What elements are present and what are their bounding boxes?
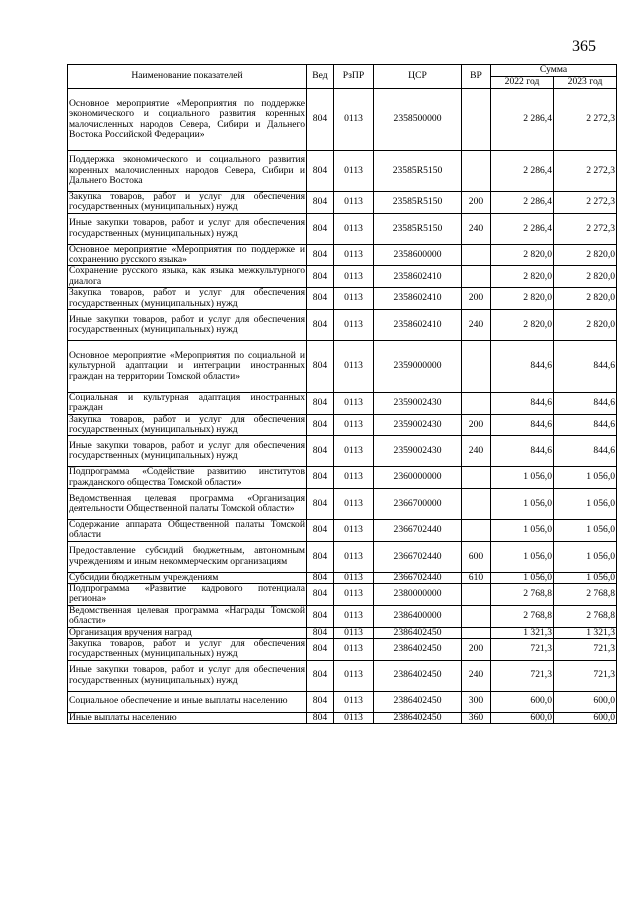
row-vr: 600 <box>462 541 491 572</box>
row-ved: 804 <box>307 213 334 244</box>
row-csr: 23585R5150 <box>374 192 462 214</box>
row-sum-2022: 2 820,0 <box>491 288 554 310</box>
row-ved: 804 <box>307 660 334 691</box>
row-rzpr: 0113 <box>334 213 374 244</box>
table-row <box>68 436 617 467</box>
row-rzpr: 0113 <box>334 520 374 542</box>
row-sum-2023: 844,6 <box>554 414 617 436</box>
row-name: Ведомственная целевая программа «Организация деятельности Общественной палаты Томской области» <box>68 489 307 520</box>
row-name: Сохранение русского языка, как языка межкультурного диалога <box>69 265 305 287</box>
row-sum-2022: 844,6 <box>491 436 554 467</box>
row-vr: 300 <box>462 691 491 712</box>
row-csr: 2386402450 <box>374 660 462 691</box>
table-row <box>68 520 617 542</box>
row-vr <box>462 520 491 542</box>
row-rzpr: 0113 <box>334 288 374 310</box>
row-vr: 200 <box>462 192 491 214</box>
table-row <box>68 489 617 520</box>
row-ved: 804 <box>307 151 334 192</box>
row-csr: 2386400000 <box>374 605 462 627</box>
row-ved: 804 <box>307 712 334 723</box>
row-csr: 2358602410 <box>374 266 462 288</box>
row-rzpr: 0113 <box>334 712 374 723</box>
row-sum-2023: 2 272,3 <box>554 89 617 151</box>
table-row <box>68 151 617 192</box>
row-sum-2022: 1 056,0 <box>491 572 554 583</box>
row-ved: 804 <box>307 489 334 520</box>
row-sum-2023: 2 820,0 <box>554 288 617 310</box>
row-sum-2022: 2 820,0 <box>491 309 554 340</box>
row-vr: 610 <box>462 572 491 583</box>
row-sum-2023: 1 056,0 <box>554 489 617 520</box>
table-row <box>68 392 617 414</box>
row-ved: 804 <box>307 627 334 638</box>
row-sum-2023: 844,6 <box>554 340 617 392</box>
table-row <box>68 638 617 660</box>
row-vr <box>462 244 491 266</box>
row-csr: 2386402450 <box>374 638 462 660</box>
table-row <box>68 605 617 627</box>
row-ved: 804 <box>307 541 334 572</box>
table-row <box>68 584 617 606</box>
row-name: Организация вручения наград <box>68 627 307 638</box>
header-sum: Сумма <box>491 65 617 77</box>
row-ved: 804 <box>307 520 334 542</box>
table-row <box>68 572 617 583</box>
row-name: Социальная и культурная адаптация иностранных граждан <box>69 391 305 414</box>
row-csr: 2360000000 <box>374 467 462 489</box>
row-name: Закупка товаров, работ и услуг для обеспечения государственных (муниципальных) нужд <box>69 637 305 660</box>
table-row <box>68 712 617 723</box>
row-name: Поддержка экономического и социального развития коренных малочисленных народов Севера, Сибири и Дальнего Востока <box>68 151 307 192</box>
row-rzpr: 0113 <box>334 660 374 691</box>
row-sum-2023: 2 820,0 <box>554 309 617 340</box>
table-row <box>68 244 617 266</box>
row-sum-2022: 2 768,8 <box>491 584 554 606</box>
row-sum-2022: 1 056,0 <box>491 541 554 572</box>
row-rzpr: 0113 <box>334 151 374 192</box>
row-sum-2023: 1 056,0 <box>554 572 617 583</box>
row-sum-2023: 2 272,3 <box>554 151 617 192</box>
row-rzpr: 0113 <box>334 192 374 214</box>
row-sum-2022: 2 286,4 <box>491 192 554 214</box>
row-csr: 2380000000 <box>374 584 462 606</box>
row-name: Предоставление субсидий бюджетным, автономным учреждениям и иным некоммерческим организациям <box>68 541 307 572</box>
row-vr <box>462 89 491 151</box>
budget-table <box>67 64 617 724</box>
row-vr: 200 <box>462 288 491 310</box>
row-csr: 2359002430 <box>374 436 462 467</box>
row-rzpr: 0113 <box>334 572 374 583</box>
row-vr: 200 <box>462 638 491 660</box>
row-sum-2023: 600,0 <box>554 691 617 712</box>
row-name: Подпрограмма «Развитие кадрового потенциала региона» <box>69 583 305 605</box>
table-row <box>68 192 617 214</box>
row-sum-2023: 1 321,3 <box>554 627 617 638</box>
row-sum-2022: 600,0 <box>491 712 554 723</box>
row-rzpr: 0113 <box>334 541 374 572</box>
header-year-2023: 2023 год <box>554 77 617 89</box>
row-ved: 804 <box>307 244 334 266</box>
row-rzpr: 0113 <box>334 309 374 340</box>
row-sum-2022: 1 056,0 <box>491 489 554 520</box>
row-csr: 23585R5150 <box>374 213 462 244</box>
row-sum-2023: 2 820,0 <box>554 244 617 266</box>
row-name: Иные закупки товаров, работ и услуг для обеспечения государственных (муниципальных) нужд <box>68 436 307 467</box>
row-csr: 2358602410 <box>374 288 462 310</box>
row-name: Основное мероприятие «Мероприятия по социальной и культурной адаптации и интеграции иностранных граждан на территории Томской области» <box>68 340 307 392</box>
row-vr <box>462 627 491 638</box>
row-vr <box>462 266 491 288</box>
row-sum-2022: 2 286,4 <box>491 213 554 244</box>
row-sum-2022: 721,3 <box>491 638 554 660</box>
row-csr: 2366702440 <box>374 572 462 583</box>
table-row <box>68 467 617 489</box>
header-ved: Вед <box>307 65 334 89</box>
row-sum-2022: 2 820,0 <box>491 266 554 288</box>
row-rzpr: 0113 <box>334 436 374 467</box>
row-name: Закупка товаров, работ и услуг для обеспечения государственных (муниципальных) нужд <box>69 287 305 309</box>
table-row <box>68 340 617 392</box>
row-ved: 804 <box>307 638 334 660</box>
header-vr: ВР <box>462 65 491 89</box>
row-sum-2022: 844,6 <box>491 392 554 414</box>
table-row <box>68 660 617 691</box>
row-rzpr: 0113 <box>334 489 374 520</box>
header-year-2022: 2022 год <box>491 77 554 89</box>
row-ved: 804 <box>307 414 334 436</box>
row-ved: 804 <box>307 288 334 310</box>
row-vr: 200 <box>462 414 491 436</box>
row-vr <box>462 467 491 489</box>
table-body <box>68 89 617 724</box>
row-name: Иные закупки товаров, работ и услуг для обеспечения государственных (муниципальных) нужд <box>68 213 307 244</box>
row-ved: 804 <box>307 192 334 214</box>
table-row <box>68 691 617 712</box>
row-sum-2022: 2 286,4 <box>491 151 554 192</box>
table-row <box>68 627 617 638</box>
row-name: Основное мероприятие «Мероприятия по поддержке экономического и социального развития коренных малочисленных народов Севера, Сибири и Дальнего Востока Российской Федерации» <box>68 89 307 151</box>
row-rzpr: 0113 <box>334 89 374 151</box>
row-name: Иные выплаты населению <box>68 712 307 723</box>
row-sum-2022: 1 321,3 <box>491 627 554 638</box>
row-name: Подпрограмма «Содействие развитию институтов гражданского общества Томской области» <box>69 466 305 488</box>
row-sum-2022: 600,0 <box>491 691 554 712</box>
row-rzpr: 0113 <box>334 340 374 392</box>
row-csr: 2358500000 <box>374 89 462 151</box>
table-row <box>68 288 617 310</box>
row-csr: 2359002430 <box>374 392 462 414</box>
row-rzpr: 0113 <box>334 392 374 414</box>
row-vr <box>462 340 491 392</box>
row-vr: 240 <box>462 436 491 467</box>
row-sum-2023: 2 768,8 <box>554 584 617 606</box>
row-csr: 2359002430 <box>374 414 462 436</box>
row-sum-2022: 844,6 <box>491 414 554 436</box>
row-rzpr: 0113 <box>334 605 374 627</box>
row-sum-2023: 844,6 <box>554 436 617 467</box>
row-sum-2023: 2 820,0 <box>554 266 617 288</box>
row-ved: 804 <box>307 89 334 151</box>
row-ved: 804 <box>307 309 334 340</box>
row-name: Ведомственная целевая программа «Награды Томской области» <box>69 604 305 627</box>
row-sum-2022: 1 056,0 <box>491 520 554 542</box>
table-row <box>68 266 617 288</box>
row-vr <box>462 584 491 606</box>
row-sum-2023: 721,3 <box>554 660 617 691</box>
row-name: Социальное обеспечение и иные выплаты населению <box>68 691 307 712</box>
table-row <box>68 309 617 340</box>
row-name: Закупка товаров, работ и услуг для обеспечения государственных (муниципальных) нужд <box>69 191 305 213</box>
row-rzpr: 0113 <box>334 691 374 712</box>
row-csr: 2386402450 <box>374 691 462 712</box>
row-vr <box>462 151 491 192</box>
row-rzpr: 0113 <box>334 627 374 638</box>
row-rzpr: 0113 <box>334 244 374 266</box>
row-csr: 2359000000 <box>374 340 462 392</box>
row-rzpr: 0113 <box>334 414 374 436</box>
row-rzpr: 0113 <box>334 266 374 288</box>
row-name: Закупка товаров, работ и услуг для обеспечения государственных (муниципальных) нужд <box>69 413 305 435</box>
row-sum-2023: 844,6 <box>554 392 617 414</box>
row-vr <box>462 489 491 520</box>
row-sum-2023: 1 056,0 <box>554 541 617 572</box>
row-csr: 2358600000 <box>374 244 462 266</box>
row-ved: 804 <box>307 392 334 414</box>
row-csr: 2366702440 <box>374 541 462 572</box>
row-csr: 2366700000 <box>374 489 462 520</box>
row-ved: 804 <box>307 340 334 392</box>
row-sum-2022: 721,3 <box>491 660 554 691</box>
row-ved: 804 <box>307 572 334 583</box>
row-sum-2023: 2 272,3 <box>554 192 617 214</box>
row-ved: 804 <box>307 691 334 712</box>
row-name: Содержание аппарата Общественной палаты Томской области <box>69 519 305 541</box>
row-ved: 804 <box>307 467 334 489</box>
row-sum-2023: 2 768,8 <box>554 605 617 627</box>
row-sum-2023: 2 272,3 <box>554 213 617 244</box>
row-name: Иные закупки товаров, работ и услуг для обеспечения государственных (муниципальных) нужд <box>68 309 307 340</box>
row-csr: 2386402450 <box>374 712 462 723</box>
row-vr <box>462 392 491 414</box>
row-sum-2023: 721,3 <box>554 638 617 660</box>
row-sum-2023: 600,0 <box>554 712 617 723</box>
row-name: Иные закупки товаров, работ и услуг для обеспечения государственных (муниципальных) нужд <box>68 660 307 691</box>
table-row <box>68 89 617 151</box>
header-csr: ЦСР <box>374 65 462 89</box>
table-row <box>68 541 617 572</box>
row-sum-2022: 2 286,4 <box>491 89 554 151</box>
row-csr: 2386402450 <box>374 627 462 638</box>
row-name: Основное мероприятие «Мероприятия по поддержке и сохранению русского языка» <box>69 243 305 266</box>
row-sum-2023: 1 056,0 <box>554 467 617 489</box>
row-ved: 804 <box>307 605 334 627</box>
page-number: 365 <box>572 38 596 55</box>
row-sum-2023: 1 056,0 <box>554 520 617 542</box>
row-vr: 240 <box>462 660 491 691</box>
row-csr: 2358602410 <box>374 309 462 340</box>
header-name: Наименование показателей <box>68 65 307 89</box>
row-rzpr: 0113 <box>334 467 374 489</box>
row-vr <box>462 605 491 627</box>
header-rzpr: РзПР <box>334 65 374 89</box>
row-vr: 240 <box>462 213 491 244</box>
row-sum-2022: 2 768,8 <box>491 605 554 627</box>
row-ved: 804 <box>307 436 334 467</box>
table-header <box>68 65 617 89</box>
row-csr: 23585R5150 <box>374 151 462 192</box>
row-ved: 804 <box>307 584 334 606</box>
row-sum-2022: 844,6 <box>491 340 554 392</box>
row-sum-2022: 1 056,0 <box>491 467 554 489</box>
table-row <box>68 414 617 436</box>
row-rzpr: 0113 <box>334 584 374 606</box>
row-sum-2022: 2 820,0 <box>491 244 554 266</box>
row-vr: 360 <box>462 712 491 723</box>
row-vr: 240 <box>462 309 491 340</box>
table-row <box>68 213 617 244</box>
row-rzpr: 0113 <box>334 638 374 660</box>
row-name: Субсидии бюджетным учреждениям <box>68 572 307 583</box>
row-csr: 2366702440 <box>374 520 462 542</box>
row-ved: 804 <box>307 266 334 288</box>
